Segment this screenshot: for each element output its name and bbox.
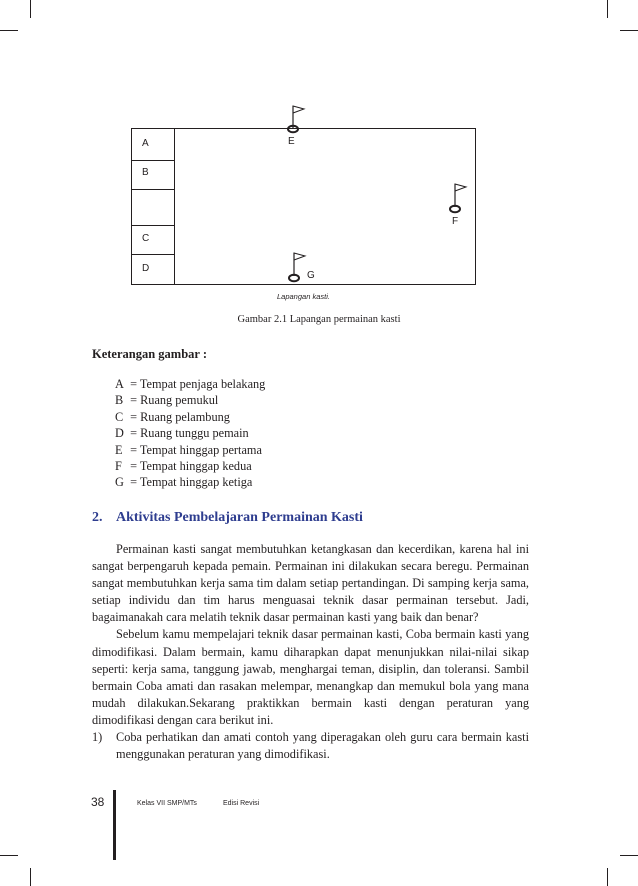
point-label-g: G	[307, 270, 315, 281]
section-heading	[92, 510, 363, 526]
legend-item	[115, 376, 265, 392]
flag-e-icon	[282, 104, 308, 134]
legend-key: A	[115, 377, 124, 391]
box-label-a: A	[142, 138, 149, 149]
legend-key: D	[115, 426, 124, 441]
legend-text: = Ruang tunggu pemain	[130, 426, 249, 441]
legend-text: = Ruang pemukul	[130, 393, 219, 408]
legend-item	[115, 409, 265, 425]
footer-edition: Edisi Revisi	[223, 800, 260, 807]
box-divider	[132, 160, 174, 161]
box-label-c: C	[142, 233, 150, 244]
legend-list	[115, 376, 265, 491]
body-text	[92, 541, 529, 763]
section-number: 2.	[92, 510, 103, 525]
point-label-e: E	[288, 136, 295, 147]
field-boxes	[132, 129, 175, 284]
box-divider	[132, 189, 174, 190]
legend-text: = Tempat hinggap kedua	[130, 459, 252, 474]
paragraph: Permainan kasti sangat membutuhkan ketangkasan dan kecerdikan, karena hal ini sangat berpengaruh kepada pemain. Permainan ini dilakukan secara beregu. Permainan sangat membutuhkan kerja sama tim dalam setiap pertandingan. Di samping kerja sama, setiap individu dan tim harus menguasai teknik dasar permainan tersebut. Jadi, bagaimanakah cara melatih teknik dasar permainan kasti yang baik dan benar?	[92, 542, 529, 625]
footer-divider	[113, 790, 116, 860]
flag-f-icon	[444, 180, 470, 214]
step-text: Coba perhatikan dan amati contoh yang diperagakan oleh guru cara bermain kasti menggunakan peraturan yang dimodifikasi.	[116, 730, 529, 762]
legend-item	[115, 425, 265, 441]
legend-key: E	[115, 442, 123, 457]
page-number: 38	[91, 795, 105, 809]
legend-key: C	[115, 409, 124, 424]
legend-item	[115, 474, 265, 490]
step-number: 1)	[92, 730, 103, 745]
legend-text: = Tempat penjaga belakang	[130, 377, 266, 391]
step-item	[92, 729, 529, 763]
box-label-b: B	[142, 167, 149, 178]
legend-key: B	[115, 393, 124, 408]
footer-class-label: Kelas VII SMP/MTs	[137, 800, 197, 807]
figure-caption: Gambar 2.1 Lapangan permainan kasti	[237, 314, 401, 325]
legend-item	[115, 442, 265, 458]
legend-text: = Tempat hinggap ketiga	[130, 475, 253, 490]
paragraph: Sebelum kamu mempelajari teknik dasar permainan kasti, Coba bermain kasti yang dimodifikasi. Dalam bermain, kamu diharapkan dapat menunjukkan nilai-nilai sikap seperti: kerja sama, tanggung jawab, menghargai teman, disiplin, dan toleransi. Sambil bermain Coba amati dan rasakan melempar, menangkap dan memukul bola yang mana mudah dilakukan.Sekarang praktikkan bermain kasti dengan peraturan yang dimodifikasi dengan cara berikut ini.	[92, 627, 529, 727]
flag-g-icon	[283, 251, 309, 283]
section-title: Aktivitas Pembelajaran Permainan Kasti	[116, 510, 363, 525]
figure-sub-label: Lapangan kasti.	[277, 292, 330, 301]
box-divider	[132, 225, 174, 226]
point-label-f: F	[452, 216, 459, 227]
legend-text: = Ruang pelambung	[130, 409, 230, 424]
box-label-d: D	[142, 263, 150, 274]
legend-title: Keterangan gambar :	[92, 347, 208, 361]
legend-item	[115, 392, 265, 408]
legend-key: F	[115, 459, 122, 474]
legend-key: G	[115, 475, 124, 490]
box-divider	[132, 254, 174, 255]
legend-item	[115, 458, 265, 474]
legend-text: = Tempat hinggap pertama	[130, 442, 262, 457]
